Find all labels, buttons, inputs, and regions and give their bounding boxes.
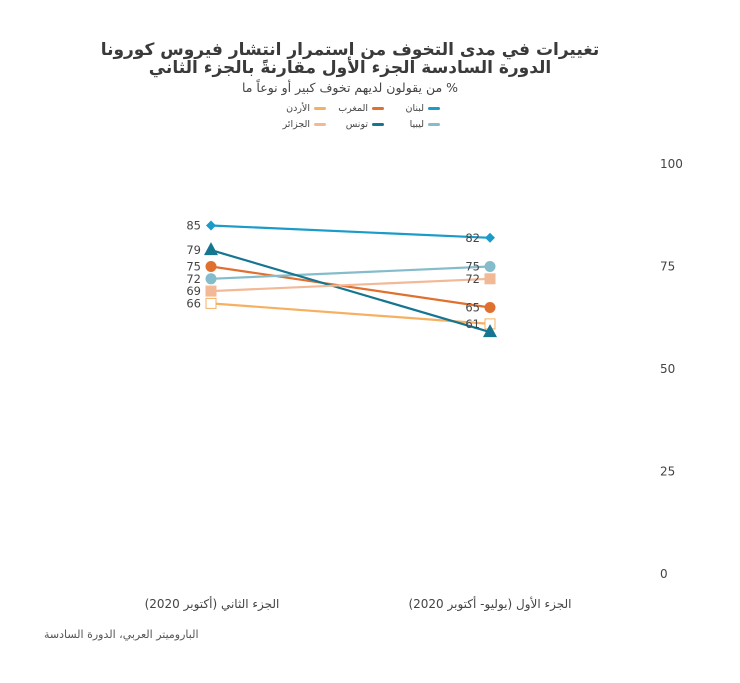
series-line — [211, 226, 490, 238]
data-point — [485, 273, 496, 284]
y-tick-label: 0 — [660, 567, 668, 581]
data-label: 85 — [186, 218, 201, 233]
y-tick-label: 100 — [660, 157, 683, 171]
data-point — [485, 302, 496, 313]
data-point — [206, 298, 216, 308]
source-note: الباروميتر العربي، الدورة السادسة — [44, 628, 199, 641]
data-label: 72 — [186, 271, 201, 286]
data-label: 65 — [465, 300, 480, 315]
data-label: 61 — [465, 316, 480, 331]
chart-subtitle: % من يقولون لديهم تخوف كبير أو نوعاً ما — [241, 80, 459, 95]
series-line — [211, 250, 490, 332]
y-tick-label: 25 — [660, 464, 676, 479]
chart-title-line-1: تغييرات في مدى التخوف من استمرار انتشار فيروس كورونا — [100, 40, 600, 60]
x-tick-label: الجزء الثاني (أكتوبر 2020) — [144, 597, 280, 611]
y-tick-label: 50 — [660, 362, 676, 376]
data-label: 75 — [465, 259, 480, 274]
y-tick-label: 75 — [660, 259, 676, 274]
data-label: 82 — [465, 230, 480, 245]
data-label: 72 — [465, 271, 480, 286]
data-label: 66 — [186, 296, 201, 311]
legend-label: تونس — [345, 119, 368, 130]
legend-label: ليبيا — [409, 119, 424, 130]
data-point — [206, 273, 217, 284]
data-label: 69 — [186, 284, 201, 299]
chart-title-line-2: الدورة السادسة الجزء الأول مقارنةً بالجزء الثاني — [148, 58, 552, 78]
data-point — [485, 261, 496, 272]
legend-label: الجزائر — [282, 119, 310, 130]
data-point — [206, 261, 217, 272]
legend-label: المغرب — [338, 103, 368, 114]
legend-label: الأردن — [286, 103, 310, 114]
data-point — [485, 233, 495, 243]
data-point — [206, 221, 216, 231]
x-tick-label: الجزء الأول (يوليو- أكتوبر 2020) — [408, 597, 572, 611]
legend-label: لبنان — [405, 103, 424, 114]
data-label: 75 — [186, 259, 201, 274]
data-point — [204, 242, 218, 255]
series-line — [211, 279, 490, 291]
data-label: 79 — [186, 243, 201, 258]
data-point — [206, 286, 217, 297]
